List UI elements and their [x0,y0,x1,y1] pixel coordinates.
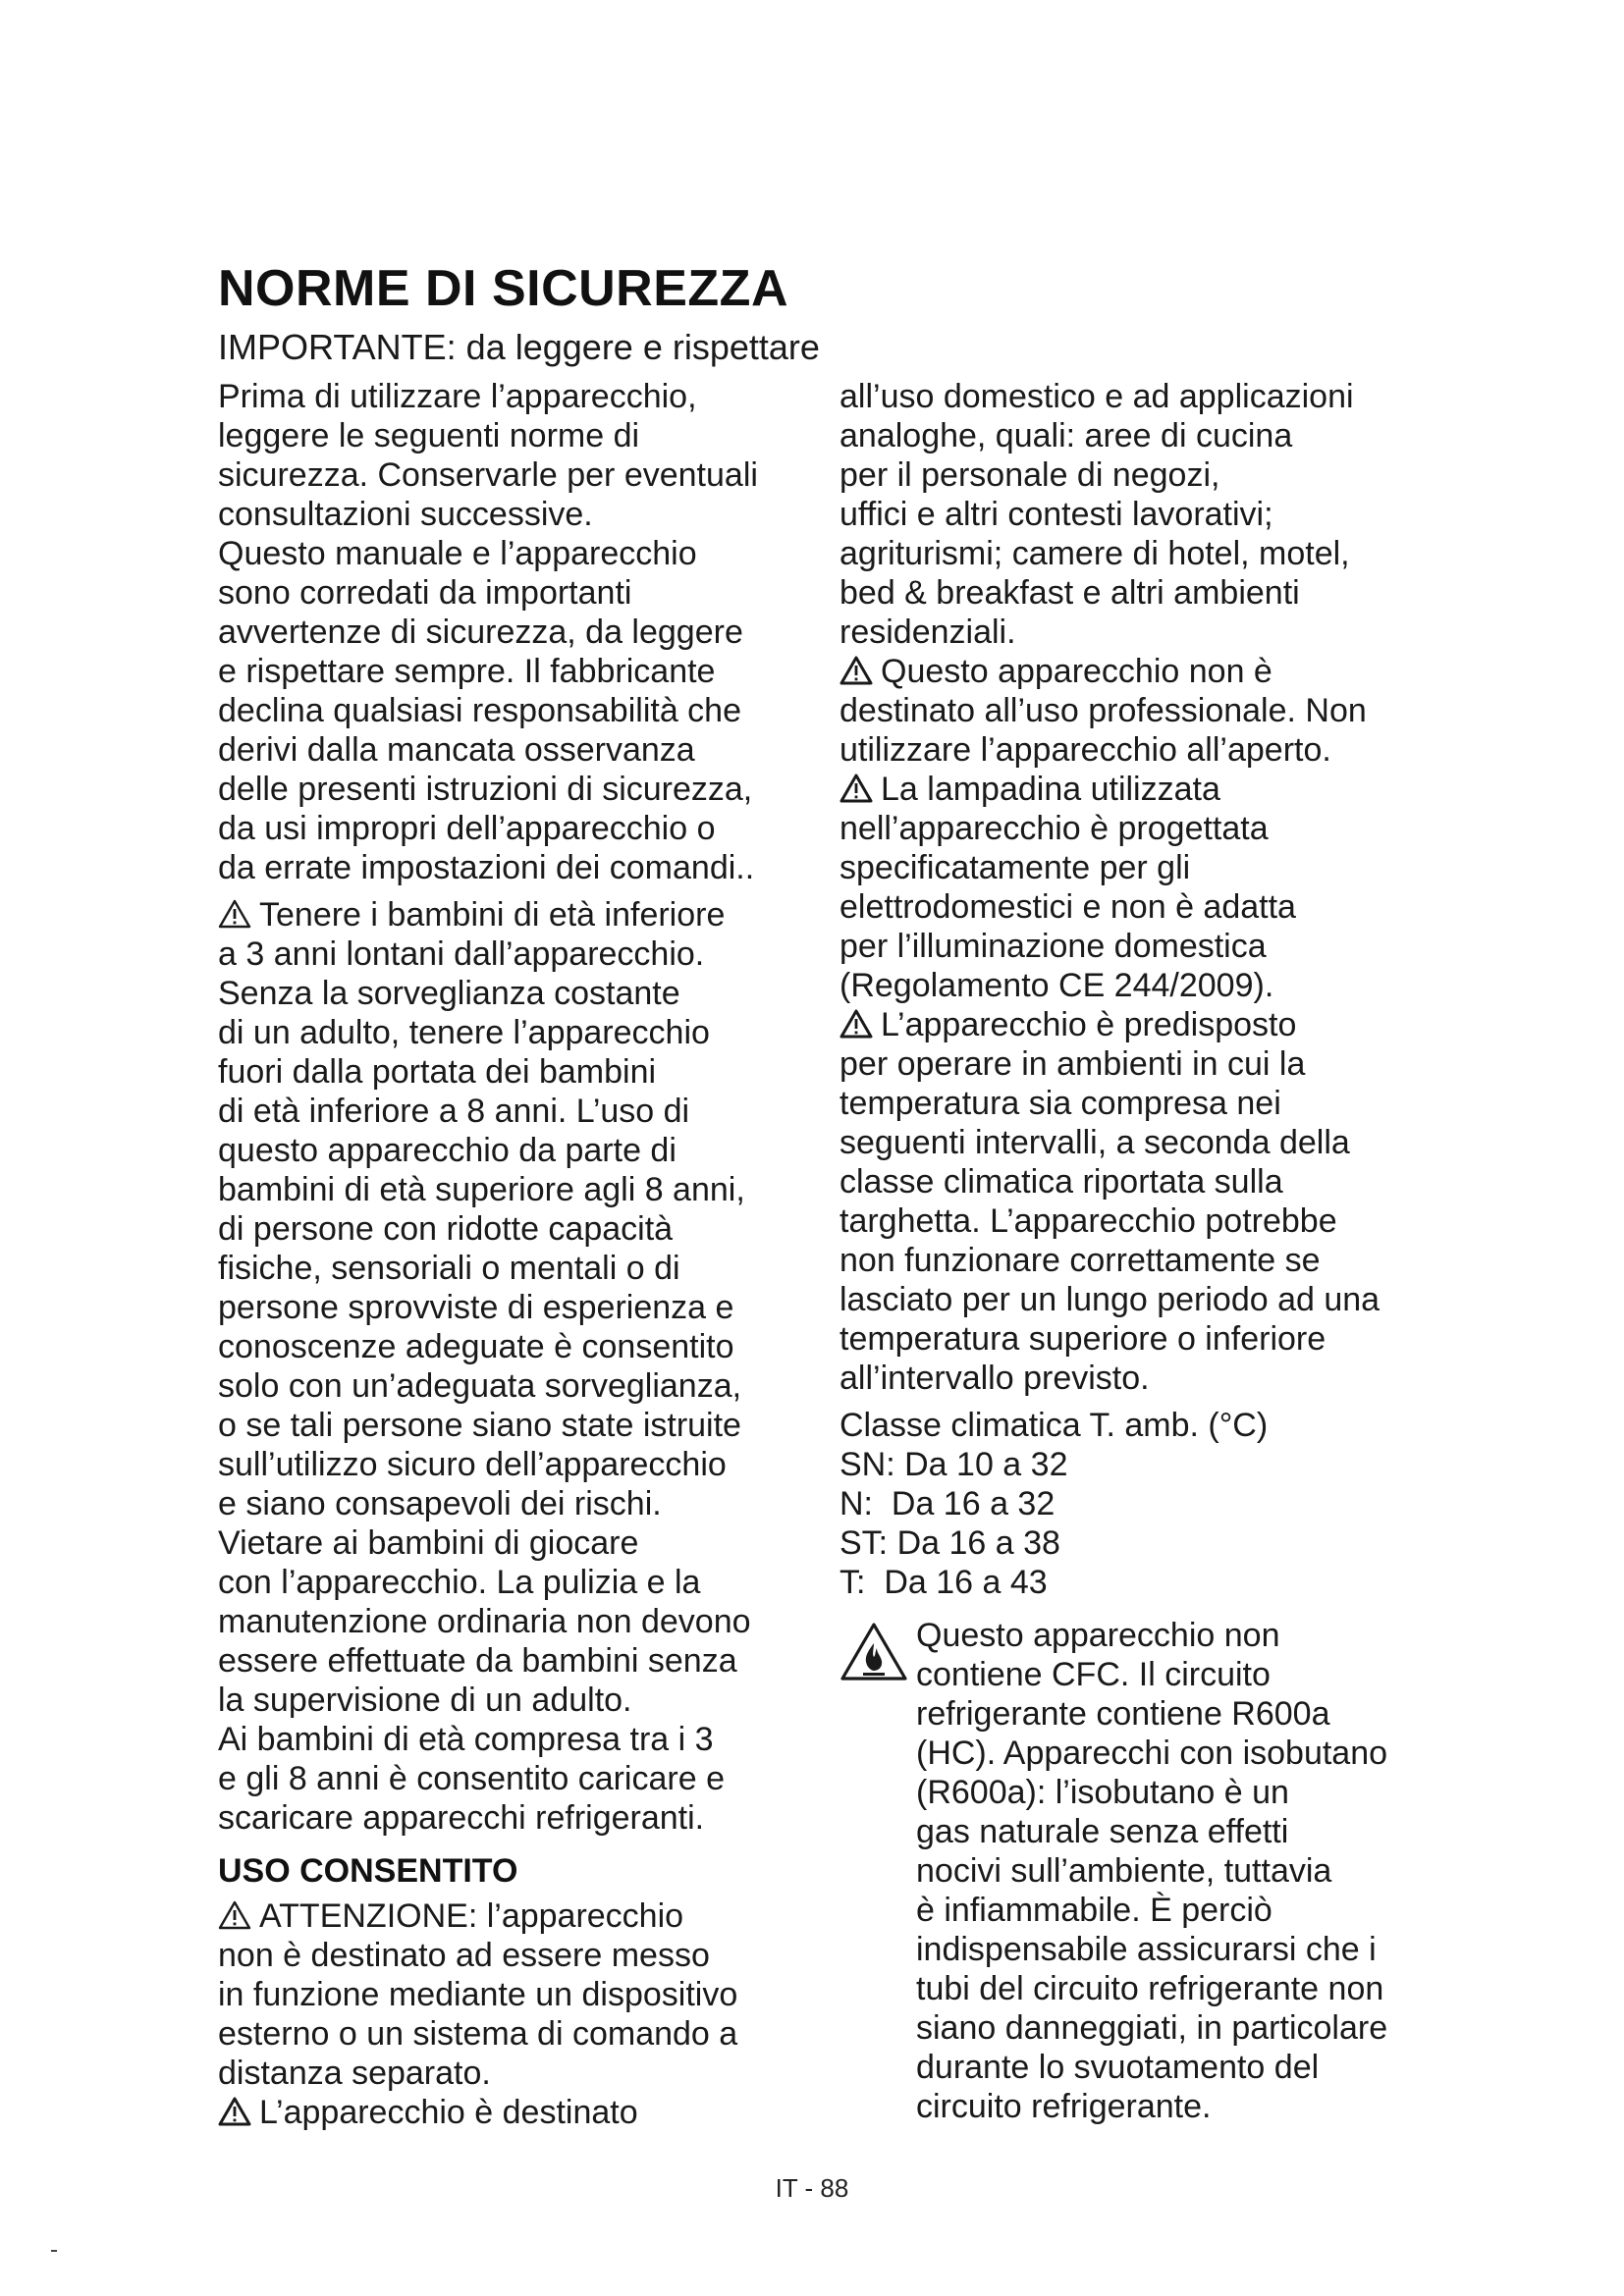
text-line: classe climatica riportata sulla [839,1163,1283,1201]
text-line: consultazioni successive. [218,496,593,533]
text-line: per il personale di negozi, [839,456,1220,494]
text-line: di un adulto, tenere l’apparecchio [218,1014,710,1051]
text-line: Questo apparecchio non [916,1617,1280,1654]
text-line: Ai bambini di età compresa tra i 3 [218,1721,714,1758]
text-line: Questo apparecchio non è [881,653,1272,690]
text-line: e gli 8 anni è consentito caricare e [218,1760,725,1797]
cfc-warning [839,1616,1448,2126]
text-line: analoghe, quali: aree di cucina [839,417,1293,454]
text-line: circuito refrigerante. [916,2088,1212,2125]
text-line: per l’illuminazione domestica [839,928,1267,965]
text-line: refrigerante contiene R600a [916,1695,1330,1733]
text-line: (HC). Apparecchi con isobutano [916,1735,1388,1772]
text-line: manutenzione ordinaria non devono [218,1603,751,1640]
text-line: L’apparecchio è predisposto [881,1006,1297,1043]
climate-class-row: ST: Da 16 a 38 [839,1524,1060,1562]
text-line: essere effettuate da bambini senza [218,1642,737,1680]
text-line: persone sprovviste di esperienza e [218,1289,734,1326]
text-line: è infiammabile. È perciò [916,1892,1272,1929]
intro-paragraph [218,377,827,887]
text-line: la supervisione di un adulto. [218,1682,632,1719]
text-line: elettrodomestici e non è adatta [839,888,1296,926]
text-line: sicurezza. Conservarle per eventuali [218,456,758,494]
text-line: con l’apparecchio. La pulizia e la [218,1564,701,1601]
text-line: nocivi sull’ambiente, tuttavia [916,1852,1332,1890]
text-line: gas naturale senza effetti [916,1813,1289,1850]
text-line: all’intervallo previsto. [839,1360,1150,1397]
text-line: Vietare ai bambini di giocare [218,1524,639,1562]
text-line: da errate impostazioni dei comandi.. [218,849,755,886]
uso-paragraph [839,377,1448,652]
text-line: e rispettare sempre. Il fabbricante [218,653,716,690]
warning-triangle-icon [839,1009,873,1039]
text-line: utilizzare l’apparecchio all’aperto. [839,731,1331,769]
warning-triangle-icon [839,656,873,685]
text-line: fuori dalla portata dei bambini [218,1053,657,1091]
text-line: ATTENZIONE: l’apparecchio [259,1897,684,1935]
text-line: durante lo svuotamento del [916,2049,1320,2086]
text-line: conoscenze adeguate è consentito [218,1328,734,1365]
page-number: IT - 88 [775,2173,849,2203]
text-line: leggere le seguenti norme di [218,417,640,454]
text-line: e siano consapevoli dei rischi. [218,1485,662,1522]
lampadina-warning [839,770,1448,1005]
text-line: scaricare apparecchi refrigeranti. [218,1799,705,1837]
text-line: uffici e altri contesti lavorativi; [839,496,1273,533]
text-line: di età inferiore a 8 anni. L’uso di [218,1093,690,1130]
climate-class-row: N: Da 16 a 32 [839,1485,1056,1522]
warning-triangle-icon [218,899,251,929]
destinato-warning [218,2093,827,2132]
page-subtitle: IMPORTANTE: da leggere e rispettare [218,327,820,367]
warning-triangle-icon [218,2097,251,2126]
climate-class-row: T: Da 16 a 43 [839,1564,1048,1601]
text-line: questo apparecchio da parte di [218,1132,677,1169]
text-line: lasciato per un lungo periodo ad una [839,1281,1380,1318]
attenzione-warning [218,1896,827,2093]
text-line: esterno o un sistema di comando a [218,2015,738,2053]
page-title: NORME DI SICUREZZA [218,260,788,317]
text-line: declina qualsiasi responsabilità che [218,692,741,729]
text-line: contiene CFC. Il circuito [916,1656,1271,1693]
flammable-warning-icon [839,1622,908,1682]
predisposto-warning [839,1005,1448,1398]
warning-triangle-icon [218,1900,251,1930]
text-line: derivi dalla mancata osservanza [218,731,695,769]
text-line: Prima di utilizzare l’apparecchio, [218,378,697,415]
text-line: Questo manuale e l’apparecchio [218,535,697,572]
text-line: temperatura sia compresa nei [839,1085,1281,1122]
text-line: siano danneggiati, in particolare [916,2009,1388,2047]
text-line: distanza separato. [218,2055,491,2092]
text-line: Senza la sorveglianza costante [218,975,680,1012]
text-line: (R600a): l’isobutano è un [916,1774,1289,1811]
text-line: specificatamente per gli [839,849,1191,886]
text-line: residenziali. [839,614,1016,651]
text-line: seguenti intervalli, a seconda della [839,1124,1350,1161]
text-line: in funzione mediante un dispositivo [218,1976,738,2013]
text-line: avvertenze di sicurezza, da leggere [218,614,743,651]
section-heading-uso-consentito: USO CONSENTITO [218,1852,518,1890]
text-line: o se tali persone siano state istruite [218,1407,741,1444]
text-line: L’apparecchio è destinato [259,2094,638,2131]
text-line: tubi del circuito refrigerante non [916,1970,1384,2007]
text-line: bed & breakfast e altri ambienti [839,574,1300,612]
text-line: non funzionare correttamente se [839,1242,1321,1279]
text-line: di persone con ridotte capacità [218,1210,674,1248]
text-line: nell’apparecchio è progettata [839,810,1269,847]
warning-triangle-icon [839,774,873,803]
text-line: all’uso domestico e ad applicazioni [839,378,1354,415]
text-line: fisiche, sensoriali o mentali o di [218,1250,680,1287]
text-line: targhetta. L’apparecchio potrebbe [839,1202,1337,1240]
text-line: La lampadina utilizzata [881,771,1220,808]
text-line: a 3 anni lontani dall’apparecchio. [218,935,705,973]
text-line: per operare in ambienti in cui la [839,1045,1306,1083]
text-line: sono corredati da importanti [218,574,632,612]
text-line: bambini di età superiore agli 8 anni, [218,1171,745,1208]
text-line: destinato all’uso professionale. Non [839,692,1367,729]
left-column [218,377,827,2132]
climate-class-table [839,1406,1448,1602]
text-line: delle presenti istruzioni di sicurezza, [218,771,753,808]
climate-class-row: SN: Da 10 a 32 [839,1446,1068,1483]
text-line: agriturismi; camere di hotel, motel, [839,535,1350,572]
text-line: temperatura superiore o inferiore [839,1320,1326,1358]
text-line: solo con un’adeguata sorveglianza, [218,1367,742,1405]
scan-mark [51,2250,57,2252]
text-line: (Regolamento CE 244/2009). [839,967,1274,1004]
text-line: non è destinato ad essere messo [218,1937,710,1974]
text-line: indispensabile assicurarsi che i [916,1931,1377,1968]
children-warning [218,895,827,1838]
climate-class-header: Classe climatica T. amb. (°C) [839,1407,1269,1444]
text-line: da usi impropri dell’apparecchio o [218,810,716,847]
right-column [839,377,1448,2126]
professionale-warning [839,652,1448,770]
text-line: sull’utilizzo sicuro dell’apparecchio [218,1446,727,1483]
text-line: Tenere i bambini di età inferiore [259,896,726,934]
